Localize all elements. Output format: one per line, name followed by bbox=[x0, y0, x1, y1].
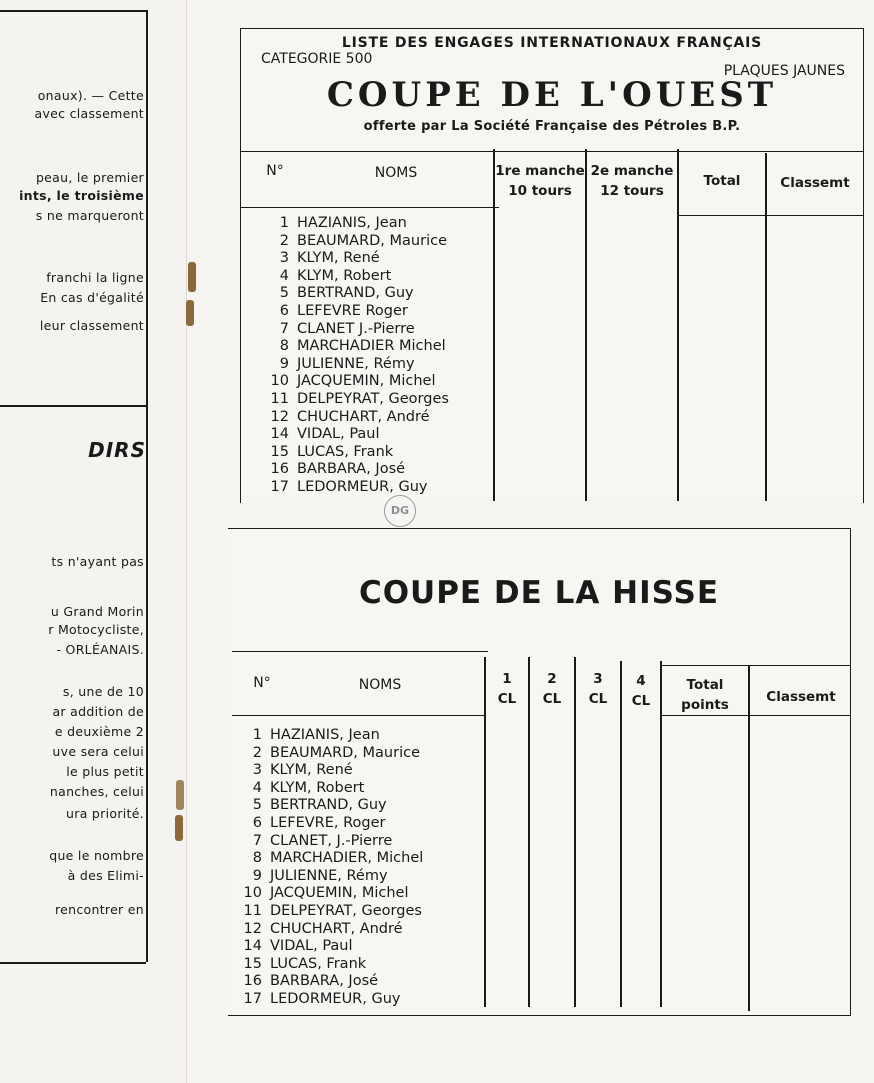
page-fold bbox=[186, 0, 187, 1083]
section-heading-fragment: DIRS bbox=[88, 438, 146, 462]
table-row bbox=[238, 797, 387, 814]
table-row bbox=[265, 268, 391, 285]
col-header-manche1 bbox=[495, 161, 585, 201]
text-fragment: avec classement bbox=[34, 106, 144, 121]
entrant-name: DELPEYRAT, Georges bbox=[297, 391, 449, 407]
entrant-name: CHUCHART, André bbox=[270, 920, 403, 937]
entrant-name: BARBARA, José bbox=[297, 461, 406, 478]
table-row bbox=[265, 285, 414, 302]
text-fragment: s ne marqueront bbox=[35, 208, 144, 223]
table-row bbox=[238, 815, 386, 832]
table-row bbox=[265, 444, 393, 461]
entrant-name: MARCHADIER, Michel bbox=[270, 850, 424, 867]
table-row bbox=[238, 745, 420, 762]
entrant-name: JACQUEMIN, Michel bbox=[297, 373, 436, 390]
entrant-number: 1 bbox=[252, 727, 262, 743]
coupe-hisse-panel bbox=[228, 528, 851, 1016]
table-row bbox=[238, 762, 353, 779]
left-page-fragment bbox=[0, 0, 186, 1083]
table-row bbox=[238, 956, 366, 973]
column-divider bbox=[765, 153, 767, 501]
section-divider bbox=[0, 405, 146, 407]
table-row bbox=[265, 215, 407, 232]
entrant-number: 15 bbox=[270, 443, 289, 460]
entrant-number: 7 bbox=[279, 320, 289, 337]
entrant-name: LEFEVRE, Roger bbox=[270, 815, 386, 831]
list-header: LISTE DES ENGAGES INTERNATIONAUX FRANÇAIS bbox=[341, 35, 763, 51]
text-fragment: r Motocycliste, bbox=[48, 622, 144, 637]
dg-stamp: DG bbox=[384, 495, 416, 527]
col-header-c2 bbox=[530, 669, 574, 709]
col-header-no: N° bbox=[253, 675, 271, 691]
entrant-number: 16 bbox=[243, 973, 262, 990]
col-header-noms: NOMS bbox=[358, 677, 402, 693]
points-label: points bbox=[681, 697, 729, 713]
text-fragment: nanches, celui bbox=[49, 784, 144, 799]
entrant-name: JULIENNE, Rémy bbox=[270, 867, 388, 884]
entrant-number: 15 bbox=[243, 955, 262, 972]
text-fragment: ints, le troisième bbox=[19, 188, 144, 203]
table-row bbox=[238, 903, 422, 920]
col-header-manche2 bbox=[587, 161, 677, 201]
entrant-name: LEFEVRE Roger bbox=[297, 303, 408, 319]
coupe-ouest-panel bbox=[240, 28, 864, 517]
c3-cl: CL bbox=[588, 691, 608, 707]
col-header-no: N° bbox=[266, 163, 284, 179]
entrant-number: 9 bbox=[279, 355, 289, 372]
page-border bbox=[146, 10, 148, 962]
col-header-classement: Classemt bbox=[766, 689, 836, 705]
table-row bbox=[265, 250, 380, 267]
c1-number: 1 bbox=[502, 671, 512, 687]
entrant-number: 10 bbox=[270, 373, 289, 390]
table-row bbox=[238, 973, 378, 990]
entrant-number: 5 bbox=[279, 285, 289, 302]
text-fragment: franchi la ligne bbox=[46, 270, 144, 285]
entrant-number: 17 bbox=[270, 479, 289, 495]
table-row bbox=[265, 338, 446, 355]
entrant-number: 16 bbox=[270, 461, 289, 478]
table-row bbox=[265, 356, 415, 373]
c3-number: 3 bbox=[593, 671, 603, 687]
text-fragment: le plus petit bbox=[66, 764, 144, 779]
total-label: Total bbox=[686, 677, 724, 693]
table-row bbox=[238, 727, 380, 744]
entrant-number: 12 bbox=[243, 920, 262, 937]
entrant-number: 3 bbox=[279, 250, 289, 267]
manche2-label: 2e manche bbox=[590, 163, 674, 179]
entrant-name: JULIENNE, Rémy bbox=[297, 355, 415, 372]
text-fragment: s, une de 10 bbox=[62, 684, 144, 699]
c4-number: 4 bbox=[636, 673, 646, 689]
table-top-rule bbox=[232, 651, 488, 652]
text-fragment: peau, le premier bbox=[35, 170, 144, 185]
entrant-number: 7 bbox=[252, 832, 262, 849]
table-row bbox=[265, 409, 430, 426]
entrant-number: 4 bbox=[252, 779, 262, 796]
entrant-name: KLYM, René bbox=[270, 762, 353, 779]
column-divider bbox=[748, 665, 750, 1011]
staple-mark bbox=[188, 262, 196, 292]
entrant-name: LUCAS, Frank bbox=[270, 955, 367, 972]
entrant-number: 3 bbox=[252, 762, 262, 779]
entrant-name: HAZIANIS, Jean bbox=[270, 727, 380, 743]
entrant-name: LUCAS, Frank bbox=[297, 443, 394, 460]
entrant-name: CHUCHART, André bbox=[297, 408, 430, 425]
text-fragment: que le nombre bbox=[49, 848, 144, 863]
column-divider bbox=[585, 149, 587, 501]
c2-number: 2 bbox=[547, 671, 557, 687]
column-divider bbox=[574, 657, 576, 1007]
entrant-number: 9 bbox=[252, 867, 262, 884]
entrant-name: CLANET J.-Pierre bbox=[297, 320, 415, 337]
header-bottom-rule bbox=[677, 215, 863, 216]
entrant-number: 10 bbox=[243, 885, 262, 902]
entrant-name: HAZIANIS, Jean bbox=[297, 215, 407, 231]
bottom-rule bbox=[0, 962, 146, 964]
header-bottom-rule bbox=[241, 207, 499, 208]
entrant-number: 6 bbox=[279, 303, 289, 319]
table-row bbox=[265, 426, 380, 443]
text-fragment: leur classement bbox=[39, 318, 144, 333]
sponsor-line: offerte par La Société Française des Pétroles B.P. bbox=[363, 119, 741, 134]
entrant-name: CLANET, J.-Pierre bbox=[270, 832, 393, 849]
table-row bbox=[265, 461, 405, 478]
entrant-name: BEAUMARD, Maurice bbox=[270, 744, 420, 761]
text-fragment: - ORLÉANAIS. bbox=[56, 642, 144, 657]
col-header-total: Total bbox=[703, 173, 741, 189]
col-header-total-points bbox=[662, 675, 748, 715]
text-fragment: à des Elimi- bbox=[67, 868, 144, 883]
text-fragment: u Grand Morin bbox=[50, 604, 144, 619]
table-top-rule bbox=[660, 665, 850, 666]
column-divider bbox=[620, 661, 622, 1007]
text-fragment: e deuxième 2 bbox=[54, 724, 144, 739]
table-row bbox=[238, 850, 423, 867]
entrant-number: 11 bbox=[270, 391, 289, 407]
table-row bbox=[238, 780, 364, 797]
column-divider bbox=[493, 149, 495, 501]
table-row bbox=[265, 391, 449, 408]
entrant-number: 14 bbox=[270, 426, 289, 443]
table-row bbox=[265, 479, 427, 496]
col-header-classement: Classemt bbox=[780, 175, 850, 191]
c2-cl: CL bbox=[542, 691, 562, 707]
entrant-number: 14 bbox=[243, 938, 262, 955]
entrant-name: BERTRAND, Guy bbox=[270, 797, 387, 814]
column-divider bbox=[528, 657, 530, 1007]
text-fragment: ts n'ayant pas bbox=[51, 554, 144, 569]
plates-label: PLAQUES JAUNES bbox=[723, 63, 845, 79]
entrant-number: 4 bbox=[279, 267, 289, 284]
header-bottom-rule bbox=[232, 715, 484, 716]
entrant-number: 6 bbox=[252, 815, 262, 831]
entrant-name: VIDAL, Paul bbox=[297, 426, 380, 443]
text-fragment: uve sera celui bbox=[52, 744, 144, 759]
entrant-number: 12 bbox=[270, 408, 289, 425]
entrant-name: JACQUEMIN, Michel bbox=[270, 885, 409, 902]
coupe-ouest-title: COUPE DE L'OUEST bbox=[326, 75, 778, 115]
entrant-name: KLYM, Robert bbox=[270, 779, 365, 796]
c1-cl: CL bbox=[497, 691, 517, 707]
entrant-number: 8 bbox=[279, 338, 289, 355]
entrant-number: 1 bbox=[279, 215, 289, 231]
text-fragment: rencontrer en bbox=[54, 902, 144, 917]
entrant-name: LEDORMEUR, Guy bbox=[297, 479, 428, 495]
entrant-number: 2 bbox=[279, 232, 289, 249]
header-bottom-rule bbox=[660, 715, 850, 716]
table-row bbox=[238, 991, 400, 1008]
table-row bbox=[238, 938, 353, 955]
entrant-name: VIDAL, Paul bbox=[270, 938, 353, 955]
entrant-name: BARBARA, José bbox=[270, 973, 379, 990]
col-header-c3 bbox=[576, 669, 620, 709]
column-divider bbox=[677, 149, 679, 501]
entrant-number: 11 bbox=[243, 903, 262, 919]
category-label: CATEGORIE 500 bbox=[261, 51, 373, 67]
table-top-rule bbox=[241, 151, 863, 152]
c4-cl: CL bbox=[631, 693, 651, 709]
entrant-name: LEDORMEUR, Guy bbox=[270, 991, 401, 1007]
entrant-name: KLYM, René bbox=[297, 250, 380, 267]
table-row bbox=[265, 303, 408, 320]
manche1-tours: 10 tours bbox=[508, 183, 572, 199]
table-row bbox=[238, 885, 409, 902]
table-row bbox=[238, 921, 403, 938]
entrant-name: BERTRAND, Guy bbox=[297, 285, 414, 302]
manche1-label: 1re manche bbox=[495, 163, 585, 179]
entrant-name: BEAUMARD, Maurice bbox=[297, 232, 447, 249]
table-row bbox=[238, 868, 388, 885]
entrant-number: 17 bbox=[243, 991, 262, 1007]
entrant-name: MARCHADIER Michel bbox=[297, 338, 446, 355]
entrant-name: KLYM, Robert bbox=[297, 267, 392, 284]
col-header-c1 bbox=[486, 669, 528, 709]
text-fragment: ar addition de bbox=[52, 704, 144, 719]
entrant-number: 2 bbox=[252, 744, 262, 761]
table-row bbox=[265, 321, 415, 338]
column-divider bbox=[484, 657, 486, 1007]
coupe-hisse-title: COUPE DE LA HISSE bbox=[358, 575, 720, 611]
staple-mark bbox=[176, 780, 184, 810]
col-header-noms: NOMS bbox=[374, 165, 418, 181]
entrant-name: DELPEYRAT, Georges bbox=[270, 903, 422, 919]
entrant-number: 8 bbox=[252, 850, 262, 867]
table-row bbox=[238, 833, 392, 850]
entrant-number: 5 bbox=[252, 797, 262, 814]
top-rule bbox=[0, 10, 146, 12]
manche2-tours: 12 tours bbox=[600, 183, 664, 199]
table-row bbox=[265, 233, 447, 250]
staple-mark bbox=[175, 815, 183, 841]
staple-mark bbox=[186, 300, 194, 326]
col-header-c4 bbox=[622, 671, 660, 711]
text-fragment: En cas d'égalité bbox=[40, 290, 144, 305]
table-row bbox=[265, 373, 436, 390]
text-fragment: ura priorité. bbox=[66, 806, 144, 821]
text-fragment: onaux). — Cette bbox=[37, 88, 144, 103]
